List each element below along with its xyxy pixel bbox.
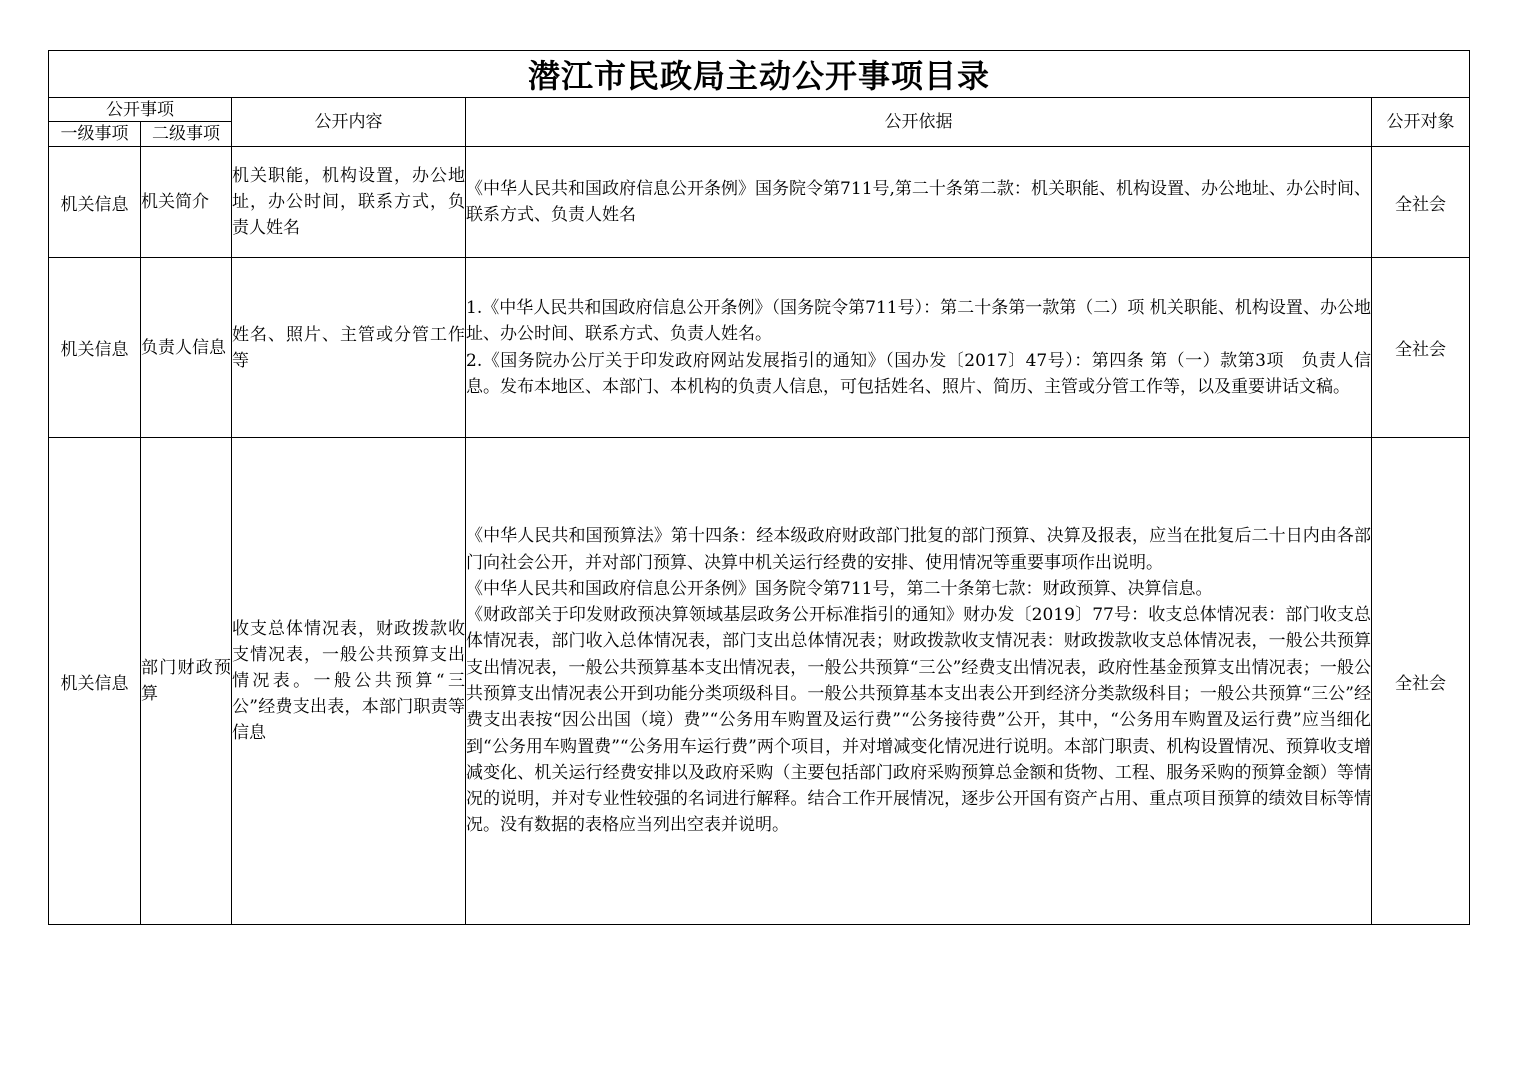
- header-disclosure-items: 公开事项: [49, 98, 232, 122]
- basis-paragraph: 2.《国务院办公厅关于印发政府网站发展指引的通知》（国办发〔2017〕47号）：第四条 第（一）款第3项 负责人信息。发布本地区、本部门、本机构的负责人信息，可包括姓名、照片、简历、主管或分管工作等，以及重要讲话文稿。: [466, 350, 1371, 397]
- row-basis: [466, 147, 1372, 258]
- table-row: [49, 147, 1470, 258]
- row-level2: 机关简介: [141, 147, 232, 258]
- row-basis: [466, 438, 1372, 925]
- row-level2: 部门财政预算: [141, 438, 232, 925]
- basis-paragraph: 1.《中华人民共和国政府信息公开条例》（国务院令第711号）：第二十条第一款第（二）项 机关职能、机构设置、办公地址、办公时间、联系方式、负责人姓名。: [466, 297, 1371, 345]
- row-basis: [466, 258, 1372, 438]
- disclosure-catalog-table: [48, 50, 1470, 925]
- header-content: 公开内容: [232, 98, 466, 147]
- basis-paragraph: 《中华人民共和国预算法》第十四条：经本级政府财政部门批复的部门预算、决算及报表，应当在批复后二十日内由各部门向社会公开，并对部门预算、决算中机关运行经费的安排、使用情况等重要事项作出说明。: [466, 526, 1371, 573]
- row-level1: 机关信息: [49, 438, 141, 925]
- row-level2: 负责人信息: [141, 258, 232, 438]
- header-audience: 公开对象: [1372, 98, 1470, 147]
- table-row: [49, 258, 1470, 438]
- row-content: 姓名、照片、主管或分管工作等: [232, 258, 466, 438]
- row-audience: 全社会: [1372, 438, 1470, 925]
- row-level1: 机关信息: [49, 147, 141, 258]
- basis-paragraph: 《中华人民共和国政府信息公开条例》国务院令第711号,第二十条第二款：机关职能、机构设置、办公地址、办公时间、联系方式、负责人姓名: [466, 178, 1371, 225]
- row-content: 机关职能，机构设置，办公地址，办公时间，联系方式，负责人姓名: [232, 147, 466, 258]
- page-title: 潜江市民政局主动公开事项目录: [527, 57, 990, 95]
- row-content: 收支总体情况表，财政拨款收支情况表，一般公共预算支出情况表。一般公共预算“三公”经费支出表，本部门职责等信息: [232, 438, 466, 925]
- row-audience: 全社会: [1372, 147, 1470, 258]
- row-audience: 全社会: [1372, 258, 1470, 438]
- header-level2: 二级事项: [141, 122, 232, 147]
- table-row: [49, 438, 1470, 925]
- basis-paragraph: 《中华人民共和国政府信息公开条例》国务院令第711号，第二十条第七款：财政预算、决算信息。: [466, 578, 1213, 599]
- title-cell: [49, 51, 1470, 98]
- basis-paragraph: 《财政部关于印发财政预决算领域基层政务公开标准指引的通知》财办发〔2019〕77号：收支总体情况表：部门收支总体情况表，部门收入总体情况表，部门支出总体情况表；财政拨款收支情况表：财政拨款收支总体情况表，一般公共预算支出情况表，一般公共预算基本支出情况表，一般公共预算“三公”经费支出情况表，政府性基金预算支出情况表；一般公共预算支出情况表公开到功能分类项级科目。一般公共预算基本支出表公开到经济分类款级科目；一般公共预算“三公”经费支出表按“因公出国（境）费”“公务用车购置及运行费”“公务接待费”公开，其中，“公务用车购置及运行费”应当细化到“公务用车购置费”“公务用车运行费”两个项目，并对增减变化情况进行说明。本部门职责、机构设置情况、预算收支增减变化、机关运行经费安排以及政府采购（主要包括部门政府采购预算总金额和货物、工程、服务采购的预算金额）等情况的说明，并对专业性较强的名词进行解释。结合工作开展情况，逐步公开国有资产占用、重点项目预算的绩效目标等情况。没有数据的表格应当列出空表并说明。: [466, 605, 1371, 836]
- header-level1: 一级事项: [49, 122, 141, 147]
- header-basis: 公开依据: [466, 98, 1372, 147]
- row-level1: 机关信息: [49, 258, 141, 438]
